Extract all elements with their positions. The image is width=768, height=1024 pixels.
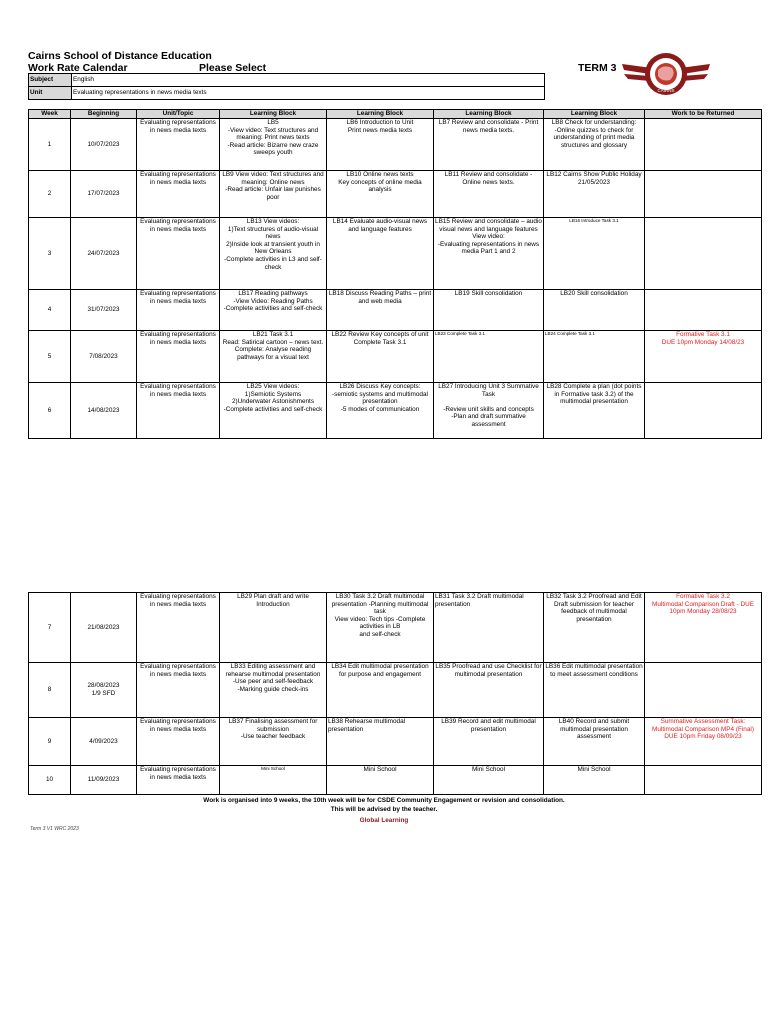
schedule-table-top (28, 109, 762, 439)
cell-work (645, 171, 762, 218)
cell-topic: Evaluating representations in news media texts (137, 331, 220, 383)
cell-lb2: LB10 Online news texts Key concepts of online media analysis (327, 171, 434, 218)
table-row (29, 290, 762, 331)
global-learning-label: Global Learning (359, 817, 409, 824)
cell-lb1: Mini School (220, 766, 327, 795)
cell-lb1: LB5 -View video: Text structures and meaning: Print news texts -Read article: Bizarre new craze sweeps youth (220, 119, 327, 171)
cell-beginning: 4/09/2023 (71, 718, 137, 766)
cell-lb4: LB24 Complete Task 3.1 (544, 331, 645, 383)
cell-work (645, 218, 762, 290)
cell-week: 8 (29, 663, 71, 718)
cell-lb2: LB38 Rehearse multimodal presentation (327, 718, 434, 766)
cell-lb3: LB7 Review and consolidate - Print news media texts. (434, 119, 544, 171)
school-logo (620, 48, 712, 100)
cell-lb4: LB12 Cairns Show Public Holiday 21/05/2023 (544, 171, 645, 218)
cell-lb3: LB39 Record and edit multimodal presentation (434, 718, 544, 766)
cell-lb3: LB31 Task 3.2 Draft multimodal presentation (434, 593, 544, 663)
cell-lb2: LB26 Discuss Key concepts: -semiotic systems and multimodal presentation -5 modes of communication (327, 383, 434, 439)
column-header: Work to be Returned (645, 110, 762, 119)
cell-topic: Evaluating representations in news media texts (137, 663, 220, 718)
unit-label: Unit (29, 87, 72, 100)
logo-text: CAIRNS (657, 88, 675, 93)
cell-lb1: LB29 Plan draft and write Introduction (220, 593, 327, 663)
cell-topic: Evaluating representations in news media texts (137, 383, 220, 439)
table-row (29, 171, 762, 218)
cell-lb1: LB33 Editing assessment and rehearse multimodal presentation -Use peer and self-feedback -Marking guide check-ins (220, 663, 327, 718)
cell-lb2: LB18 Discuss Reading Paths – print and web media (327, 290, 434, 331)
subject-label: Subject (29, 74, 72, 87)
cell-topic: Evaluating representations in news media texts (137, 593, 220, 663)
column-header: Week (29, 110, 71, 119)
cell-beginning: 24/07/2023 (71, 218, 137, 290)
please-select-dropdown[interactable]: Please Select (199, 62, 267, 74)
subject-value[interactable]: English (72, 74, 545, 87)
column-header: Learning Block (220, 110, 327, 119)
cell-lb1: LB25 View videos: 1)Semiotic Systems 2)Underwater Astonishments -Complete activities and self-check (220, 383, 327, 439)
table-row (29, 718, 762, 766)
cell-topic: Evaluating representations in news media texts (137, 218, 220, 290)
cell-work (645, 383, 762, 439)
cell-lb2: Mini School (327, 766, 434, 795)
cell-lb2: LB30 Task 3.2 Draft multimodal presentation -Planning multimodal task View video: Tech tips -Complete activities in LB and self-check (327, 593, 434, 663)
cell-lb2: LB22 Review Key concepts of unit Complete Task 3.1 (327, 331, 434, 383)
cell-lb2: LB6 Introduction to Unit Print news media texts (327, 119, 434, 171)
cell-work (645, 663, 762, 718)
term-label: TERM 3 (578, 62, 617, 74)
table-row (29, 218, 762, 290)
unit-value[interactable]: Evaluating representations in news media texts (72, 87, 545, 100)
cell-topic: Evaluating representations in news media texts (137, 171, 220, 218)
schedule-table-bottom (28, 592, 762, 795)
cell-topic: Evaluating representations in news media texts (137, 119, 220, 171)
cell-lb1: LB37 Finalising assessment for submission -Use teacher feedback (220, 718, 327, 766)
cell-work (645, 119, 762, 171)
table-row (29, 766, 762, 795)
school-name: Cairns School of Distance Education (28, 50, 212, 62)
cell-lb3: LB15 Review and consolidate – audio visual news and language features View video: -Evaluating representations in news media Part 1 and 2 (434, 218, 544, 290)
table-row (29, 383, 762, 439)
cell-week: 9 (29, 718, 71, 766)
cell-topic: Evaluating representations in news media texts (137, 290, 220, 331)
cell-topic: Evaluating representations in news media texts (137, 718, 220, 766)
cell-lb3: LB27 Introducing Unit 3 Summative Task -Review unit skills and concepts -Plan and draft summative assessment (434, 383, 544, 439)
cell-lb4: LB8 Check for understanding: -Online quizzes to check for understanding of print media structures and glossary (544, 119, 645, 171)
cell-lb4: LB28 Complete a plan (dot points in Formative task 3.2) of the multimodal presentation (544, 383, 645, 439)
cell-lb1: LB9 View video: Text structures and meaning: Online news -Read article: Unfair law punishes poor (220, 171, 327, 218)
footer-version: Term 3 V1 WRC 2023 (30, 826, 79, 832)
calendar-title: Work Rate Calendar (28, 62, 128, 74)
cell-week: 5 (29, 331, 71, 383)
meta-table (28, 73, 545, 100)
cell-lb4: LB32 Task 3.2 Proofread and Edit Draft submission for teacher feedback of multimodal presentation (544, 593, 645, 663)
cell-lb2: LB34 Edit multimodal presentation for purpose and engagement (327, 663, 434, 718)
cell-work: Formative Task 3.2 Multimodal Comparison Draft - DUE 10pm Monday 28/08/23 (645, 593, 762, 663)
cell-beginning: 21/08/2023 (71, 593, 137, 663)
table-row (29, 119, 762, 171)
cell-beginning: 10/07/2023 (71, 119, 137, 171)
cell-lb3: LB23 Complete Task 3.1 (434, 331, 544, 383)
column-header: Beginning (71, 110, 137, 119)
column-header: Learning Block (434, 110, 544, 119)
cell-beginning: 14/08/2023 (71, 383, 137, 439)
cell-work (645, 290, 762, 331)
cell-beginning: 31/07/2023 (71, 290, 137, 331)
cell-lb4: LB40 Record and submit multimodal presentation assessment (544, 718, 645, 766)
cell-work (645, 766, 762, 795)
cell-lb1: LB13 View videos: 1)Text structures of audio-visual news 2)Inside look at transient youth in New Orleans -Complete activities in L3 and self-check (220, 218, 327, 290)
cell-week: 6 (29, 383, 71, 439)
teacher-advice-note: This will be advised by the teacher. (330, 806, 438, 813)
cell-lb4: LB20 Skill consolidation (544, 290, 645, 331)
cell-lb3: Mini School (434, 766, 544, 795)
column-header: Learning Block (544, 110, 645, 119)
cell-lb4: Mini School (544, 766, 645, 795)
cell-lb4: LB36 Edit multimodal presentation to meet assessment conditions (544, 663, 645, 718)
column-header: Unit/Topic (137, 110, 220, 119)
cell-work: Formative Task 3.1 DUE 10pm Monday 14/08/23 (645, 331, 762, 383)
cell-beginning: 28/08/2023 1/9 SFD (71, 663, 137, 718)
cell-week: 3 (29, 218, 71, 290)
cell-beginning: 11/09/2023 (71, 766, 137, 795)
cell-lb3: LB35 Proofread and use Checklist for multimodal presentation (434, 663, 544, 718)
cell-beginning: 17/07/2023 (71, 171, 137, 218)
table-row (29, 593, 762, 663)
cell-week: 4 (29, 290, 71, 331)
cell-work: Summative Assessment Task: Multimodal Comparison MP4 (Final) DUE 10pm Friday 08/09/23 (645, 718, 762, 766)
cell-lb4: LB16 Introduce Task 3.1 (544, 218, 645, 290)
cell-lb3: LB19 Skill consolidation (434, 290, 544, 331)
table-row (29, 331, 762, 383)
cell-week: 7 (29, 593, 71, 663)
cell-week: 10 (29, 766, 71, 795)
cell-topic: Evaluating representations in news media texts (137, 766, 220, 795)
cell-week: 2 (29, 171, 71, 218)
column-header: Learning Block (327, 110, 434, 119)
cell-lb1: LB17 Reading pathways -View Video: Reading Paths -Complete activities and self-check (220, 290, 327, 331)
cell-lb3: LB11 Review and consolidate - Online news texts. (434, 171, 544, 218)
cell-beginning: 7/08/2023 (71, 331, 137, 383)
cell-week: 1 (29, 119, 71, 171)
cell-lb2: LB14 Evaluate audio-visual news and language features (327, 218, 434, 290)
organisation-note: Work is organised into 9 weeks, the 10th week will be for CSDE Community Engagement or revision and consolidation. (203, 797, 565, 804)
cell-lb1: LB21 Task 3.1 Read: Satirical cartoon – news text. Complete: Analyse reading pathways for a visual text (220, 331, 327, 383)
table-row (29, 663, 762, 718)
